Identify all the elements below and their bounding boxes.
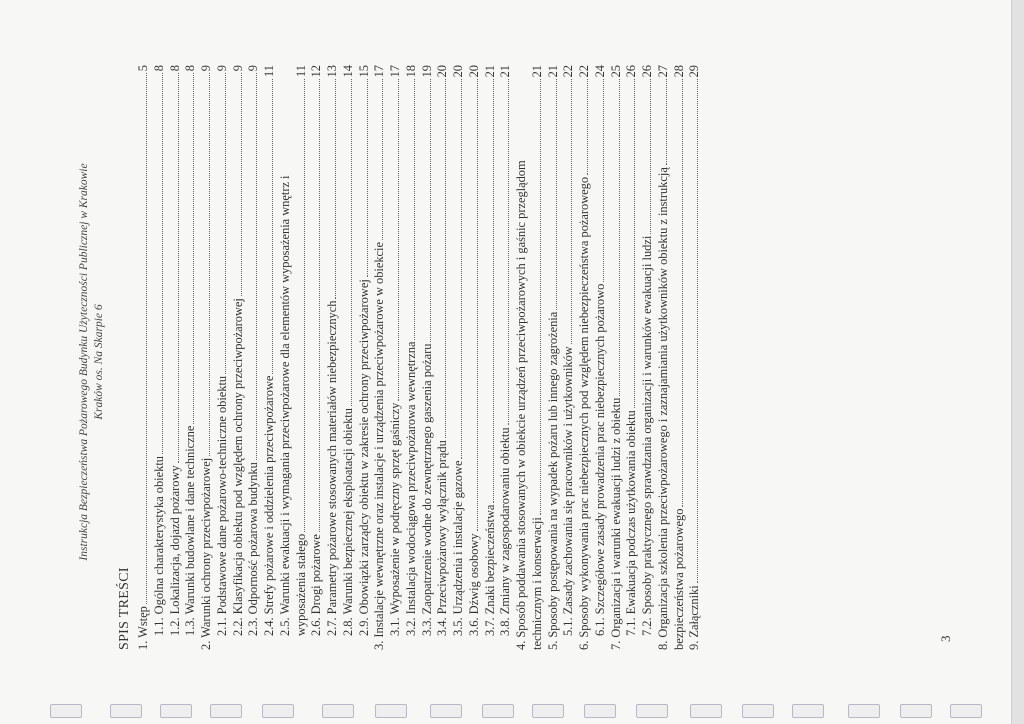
binder-hole bbox=[950, 704, 982, 718]
dot-leader bbox=[319, 79, 320, 532]
toc-entry-page: 20 bbox=[435, 65, 450, 78]
toc-entry-page: 17 bbox=[388, 65, 402, 78]
page-number: 3 bbox=[938, 635, 953, 642]
toc-entry-title: 1.2. Lokalizacja, dojazd pożarowy bbox=[167, 465, 182, 636]
binder-hole bbox=[584, 704, 616, 718]
toc-row bbox=[325, 65, 341, 650]
toc-entry-page: 11 bbox=[293, 65, 308, 77]
toc-row bbox=[183, 65, 199, 650]
dot-leader bbox=[351, 79, 352, 406]
header-line-1: Instrukcja Bezpieczeństwa Pożarowego Budynku Użyteczności Publicznej w Krakowie bbox=[78, 163, 90, 561]
toc-row bbox=[687, 65, 703, 650]
dot-leader bbox=[241, 73, 242, 296]
dot-leader bbox=[493, 79, 494, 502]
toc-entry-title: 2.2. Klasyfikacja obiektu pod względem ochrony przeciwpożarowej bbox=[230, 298, 245, 636]
rotated-content bbox=[78, 62, 953, 662]
toc-entry-title: 2.5. Warunki ewakuacji i wymagania przeciwpożarowe dla elementów wyposażenia wnętrz i bbox=[277, 175, 292, 636]
table-of-contents bbox=[136, 65, 703, 650]
toc-entry-title: 2. Warunki ochrony przeciwpożarowej bbox=[199, 457, 213, 650]
toc-entry-title: 7. Organizacja i warunki ewakuacji ludzi z obiektu bbox=[608, 397, 623, 650]
dot-leader bbox=[603, 79, 604, 281]
binder-hole bbox=[262, 704, 294, 718]
toc-entry-page: 27 bbox=[655, 65, 670, 78]
toc-entry-title: 3.7. Znaki bezpieczeństwa bbox=[482, 504, 497, 636]
toc-row bbox=[609, 65, 625, 650]
dot-leader bbox=[477, 79, 478, 531]
toc-row bbox=[309, 65, 325, 650]
toc-entry-title: technicznym i konserwacji bbox=[529, 517, 544, 650]
toc-entry-title: 2.3. Odporność pożarowa budynku bbox=[246, 462, 261, 636]
toc-row bbox=[357, 65, 373, 650]
binder-hole bbox=[375, 704, 407, 718]
toc-entry-page: 9 bbox=[214, 65, 229, 72]
toc-row bbox=[388, 65, 404, 650]
toc-entry-title: 4. Sposób poddawania stosowanych w obiekcie urządzeń przeciwpożarowych i gaśnic przeglądom bbox=[514, 160, 528, 650]
toc-entry-page: 24 bbox=[592, 65, 607, 78]
toc-entry-title: 3.4. Przeciwpożarowy wyłącznik prądu bbox=[435, 440, 450, 636]
toc-entry-title: 1.1. Ogólna charakterystyka obiektu bbox=[151, 456, 166, 636]
toc-row bbox=[624, 65, 640, 650]
toc-entry-page: 21 bbox=[482, 65, 497, 78]
toc-row bbox=[561, 65, 577, 650]
toc-row bbox=[231, 65, 247, 650]
toc-row bbox=[483, 65, 499, 650]
toc-row bbox=[341, 65, 357, 650]
toc-entry-title: 9. Załączniki bbox=[687, 585, 702, 650]
toc-entry-title: 1. Wstęp bbox=[136, 606, 150, 650]
dot-leader bbox=[697, 79, 698, 583]
toc-row bbox=[546, 65, 562, 650]
toc-row bbox=[672, 65, 688, 650]
toc-entry-title: 3.1. Wyposażenie w podręczny sprzęt gaśniczy bbox=[388, 402, 402, 636]
toc-row bbox=[168, 65, 184, 650]
toc-title: SPIS TREŚCI bbox=[117, 567, 132, 650]
dot-leader bbox=[571, 79, 572, 344]
toc-entry-page: 11 bbox=[262, 65, 276, 77]
toc-row bbox=[656, 65, 672, 650]
binder-hole bbox=[900, 704, 932, 718]
binder-hole bbox=[482, 704, 514, 718]
dot-leader bbox=[178, 73, 179, 463]
toc-row bbox=[152, 65, 168, 650]
toc-row bbox=[404, 65, 420, 650]
dot-leader bbox=[650, 79, 651, 233]
binder-hole bbox=[160, 704, 192, 718]
toc-entry-page: 25 bbox=[608, 65, 623, 78]
toc-entry-page: 15 bbox=[356, 65, 371, 78]
toc-entry-page: 8 bbox=[167, 65, 182, 72]
dot-leader bbox=[398, 79, 399, 400]
toc-entry-title: 7.1. Ewakuacja podczas użytkowania obiektu bbox=[624, 410, 639, 636]
toc-entry-page: 5 bbox=[136, 65, 150, 72]
toc-entry-page: 13 bbox=[325, 65, 339, 78]
toc-entry-title: 6.1. Szczegółowe zasady prowadzenia prac niebezpiecznych pożarowo bbox=[592, 283, 607, 636]
binder-hole bbox=[690, 704, 722, 718]
dot-leader bbox=[508, 79, 509, 425]
toc-row bbox=[199, 65, 215, 650]
toc-entry-page: 12 bbox=[309, 65, 324, 78]
toc-entry-title: 3.5. Urządzenia i instalacje gazowe bbox=[451, 460, 465, 636]
toc-entry-page: 18 bbox=[403, 65, 418, 78]
binder-holes bbox=[0, 702, 1024, 724]
toc-entry-page: 29 bbox=[687, 65, 702, 78]
binder-hole bbox=[532, 704, 564, 718]
toc-entry-page: 22 bbox=[561, 65, 576, 78]
toc-row bbox=[640, 65, 656, 650]
toc-entry-page: 21 bbox=[545, 65, 560, 78]
binder-hole bbox=[636, 704, 668, 718]
toc-row bbox=[593, 65, 609, 650]
toc-row bbox=[530, 65, 546, 650]
toc-entry-title: 3.6. Dźwig osobowy bbox=[466, 533, 481, 636]
toc-row bbox=[294, 65, 310, 650]
toc-entry-title: 3.2. Instalacja wodociągowa przeciwpożarowa wewnętrzna bbox=[403, 341, 418, 636]
dot-leader bbox=[666, 79, 667, 165]
toc-entry-page: 8 bbox=[183, 65, 198, 72]
toc-entry-page: 21 bbox=[498, 65, 513, 78]
toc-entry-page: 8 bbox=[151, 65, 166, 72]
toc-entry-page: 14 bbox=[340, 65, 355, 78]
toc-entry-title: wyposażenia stałego bbox=[293, 533, 308, 636]
dot-leader bbox=[162, 73, 163, 454]
toc-entry-title: 2.4. Strefy pożarowe i oddzielenia przeciwpożarowe bbox=[262, 375, 276, 636]
dot-leader bbox=[634, 79, 635, 408]
toc-entry-title: 5.1. Zasady zachowania się pracowników i użytkowników bbox=[561, 346, 576, 636]
binder-hole bbox=[110, 704, 142, 718]
toc-entry-title: 3.3. Zaopatrzenie wodne do zewnętrznego gaszenia pożaru bbox=[419, 343, 434, 636]
dot-leader bbox=[225, 73, 226, 374]
toc-row bbox=[262, 65, 278, 650]
toc-entry-page: 28 bbox=[671, 65, 686, 78]
dot-leader bbox=[445, 79, 446, 438]
toc-row bbox=[467, 65, 483, 650]
dot-leader bbox=[193, 73, 194, 423]
toc-entry-page: 20 bbox=[451, 65, 465, 78]
dot-leader bbox=[382, 79, 383, 240]
toc-row bbox=[372, 65, 388, 650]
dot-leader bbox=[682, 79, 683, 506]
toc-entry-title: 8. Organizacja szkolenia przeciwpożarowego i zaznajamiania użytkowników obiektu z instrukcją bbox=[655, 167, 670, 650]
toc-row bbox=[435, 65, 451, 650]
dot-leader bbox=[414, 79, 415, 339]
dot-leader bbox=[430, 79, 431, 341]
toc-row bbox=[577, 65, 593, 650]
dot-leader bbox=[619, 79, 620, 395]
binder-hole bbox=[50, 704, 82, 718]
toc-entry-title: 5. Sposoby postępowania na wypadek pożaru lub innego zagrożenia bbox=[545, 311, 560, 650]
toc-entry-page: 22 bbox=[577, 65, 591, 78]
toc-row bbox=[215, 65, 231, 650]
toc-entry-page: 9 bbox=[199, 65, 213, 72]
toc-row bbox=[514, 65, 530, 650]
dot-leader bbox=[209, 73, 210, 456]
toc-entry-title: 2.9. Obowiązki zarządcy obiektu w zakresie ochrony przeciwpożarowej bbox=[356, 279, 371, 636]
toc-entry-page: 26 bbox=[640, 65, 654, 78]
toc-entry-title: 7.2. Sposoby praktycznego sprawdzania organizacji i warunków ewakuacji ludzi bbox=[640, 235, 654, 636]
toc-entry-title: 6. Sposoby wykonywania prac niebezpiecznych pod względem niebezpieczeństwa pożarowego bbox=[577, 176, 591, 650]
dot-leader bbox=[540, 79, 541, 515]
dot-leader bbox=[556, 79, 557, 309]
dot-leader bbox=[304, 79, 305, 532]
toc-entry-title: 3.8. Zmiany w zagospodarowaniu obiektu bbox=[498, 427, 513, 636]
toc-entry-page: 21 bbox=[529, 65, 544, 78]
toc-entry-page: 9 bbox=[246, 65, 261, 72]
toc-row bbox=[420, 65, 436, 650]
binder-hole bbox=[848, 704, 880, 718]
dot-leader bbox=[256, 73, 257, 460]
toc-entry-title: 2.8. Warunki bezpiecznej eksploatacji obiektu bbox=[340, 408, 355, 636]
toc-row bbox=[451, 65, 467, 650]
dot-leader bbox=[272, 79, 273, 374]
toc-entry-title: bezpieczeństwa pożarowego bbox=[671, 508, 686, 650]
binder-hole bbox=[792, 704, 824, 718]
dot-leader bbox=[461, 79, 462, 458]
toc-entry-title: 1.3. Warunki budowlane i dane techniczne bbox=[183, 425, 198, 636]
binder-hole bbox=[430, 704, 462, 718]
binder-hole bbox=[742, 704, 774, 718]
toc-row bbox=[498, 65, 514, 650]
binder-hole bbox=[322, 704, 354, 718]
toc-entry-page: 17 bbox=[372, 65, 387, 78]
toc-entry-page: 19 bbox=[419, 65, 434, 78]
toc-entry-title: 2.1. Podstawowe dane pożarowo-techniczne obiektu bbox=[214, 375, 229, 636]
dot-leader bbox=[146, 73, 147, 604]
scanner-edge bbox=[1011, 0, 1024, 724]
toc-entry-page: 20 bbox=[466, 65, 481, 78]
toc-entry-title: 2.7. Parametry pożarowe stosowanych materiałów niebezpiecznych bbox=[325, 300, 339, 636]
toc-entry-page: 9 bbox=[230, 65, 245, 72]
toc-row bbox=[278, 65, 294, 650]
header-line-2: Kraków os. Na Skarpie 6 bbox=[93, 304, 105, 420]
toc-entry-title: 3. Instalacje wewnętrzne oraz instalacje i urządzenia przeciwpożarowe w obiekcie bbox=[372, 242, 387, 650]
dot-leader bbox=[367, 79, 368, 277]
toc-row bbox=[136, 65, 152, 650]
toc-entry-page: 26 bbox=[624, 65, 639, 78]
binder-hole bbox=[210, 704, 242, 718]
dot-leader bbox=[335, 79, 336, 298]
toc-entry-title: 2.6. Drogi pożarowe bbox=[309, 534, 324, 636]
toc-row bbox=[246, 65, 262, 650]
dot-leader bbox=[587, 79, 588, 175]
